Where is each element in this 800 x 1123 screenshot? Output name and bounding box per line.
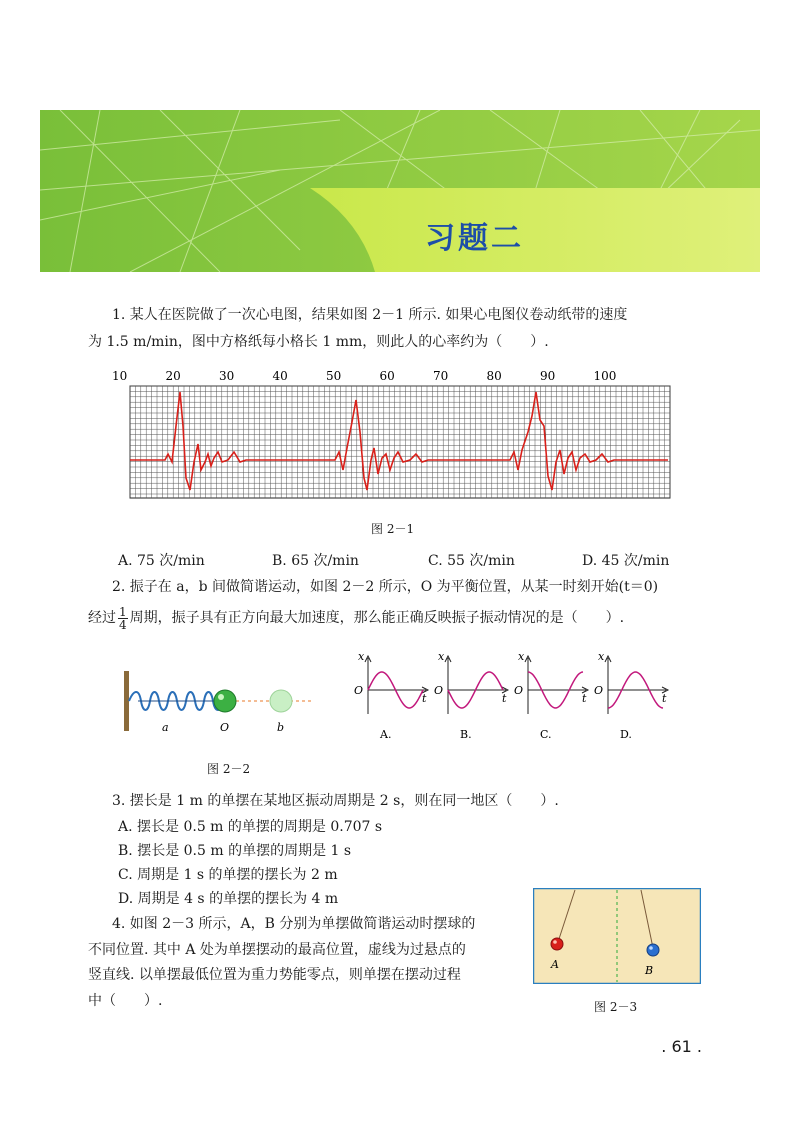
q3-option-c: C. 周期是 1 s 的单摆的摆长为 2 m	[118, 867, 338, 883]
spring-oscillator-figure	[118, 665, 333, 745]
ecg-scale-label: 10	[112, 369, 128, 383]
q4-line-2: 不同位置. 其中 A 处为单摆摆动的最高位置，虚线为过悬点的	[88, 942, 466, 958]
xt-graph-a	[350, 650, 430, 750]
q4-line-4: 中（ ）.	[88, 993, 163, 1009]
q1-option-a: A. 75 次/min	[118, 553, 205, 569]
q2-line-2: 经过 $\frac{1}{4}$ 周期，振子具有正方向最大加速度，那么能正确反映振子振动情况的是（ ）.	[88, 604, 625, 632]
graph-option-label: A.	[380, 728, 392, 741]
axis-t-label: t	[502, 692, 507, 705]
ecg-scale-label: 70	[433, 369, 449, 383]
label-A: A	[551, 958, 559, 971]
ecg-scale-label: 60	[379, 369, 395, 383]
graph-option-label: C.	[540, 728, 552, 741]
origin-label: O	[434, 684, 444, 697]
label-b: b	[277, 721, 285, 734]
q1-option-b: B. 65 次/min	[272, 553, 359, 569]
ecg-scale-label: 40	[272, 369, 288, 383]
xt-graph-c	[510, 650, 590, 750]
chapter-title: 习题二	[425, 221, 524, 256]
ecg-scale-label: 50	[326, 369, 342, 383]
ecg-scale-label: 20	[165, 369, 181, 383]
q3-option-a: A. 摆长是 0.5 m 的单摆的周期是 0.707 s	[118, 819, 383, 835]
origin-label: O	[354, 684, 364, 697]
ecg-scale-label: 100	[593, 369, 617, 383]
ecg-scale-label: 30	[219, 369, 235, 383]
ecg-figure	[110, 366, 680, 506]
axis-x-label: x	[598, 650, 605, 663]
axis-x-label: x	[358, 650, 365, 663]
q4-line-3: 竖直线. 以单摆最低位置为重力势能零点，则单摆在摆动过程	[88, 967, 461, 983]
label-O: O	[220, 721, 230, 734]
pendulum-figure	[533, 888, 701, 984]
graph-option-label: D.	[620, 728, 632, 741]
label-B: B	[645, 964, 654, 977]
q4-line-1: 4. 如图 2－3 所示，A，B 分别为单摆做简谐运动时摆球的	[112, 916, 476, 932]
fig-2-2-caption: 图 2－2	[207, 762, 251, 776]
ecg-scale-label: 90	[540, 369, 556, 383]
ecg-scale-labels	[112, 369, 616, 383]
axis-x-label: x	[518, 650, 525, 663]
axis-x-label: x	[438, 650, 445, 663]
xt-graph-b	[430, 650, 510, 750]
fig-2-3-caption: 图 2－3	[594, 1000, 638, 1014]
q2-line-1: 2. 振子在 a，b 间做简谐运动，如图 2－2 所示，O 为平衡位置，从某一时刻开始(t＝0)	[112, 579, 659, 595]
q3-option-d: D. 周期是 4 s 的单摆的摆长为 4 m	[118, 891, 339, 907]
ecg-scale-label: 80	[486, 369, 502, 383]
q1-option-c: C. 55 次/min	[428, 553, 515, 569]
origin-label: O	[594, 684, 604, 697]
origin-label: O	[514, 684, 524, 697]
graph-option-label: B.	[460, 728, 472, 741]
label-a: a	[162, 721, 169, 734]
q3-option-b: B. 摆长是 0.5 m 的单摆的周期是 1 s	[118, 843, 352, 859]
xt-graphs	[350, 650, 670, 750]
axis-t-label: t	[422, 692, 427, 705]
q1-option-d: D. 45 次/min	[582, 553, 670, 569]
ecg-grid	[130, 386, 670, 498]
q1-line-2: 为 1.5 m/min，图中方格纸每小格长 1 mm，则此人的心率约为（ ）.	[88, 334, 549, 350]
page-number: . 61 .	[661, 1037, 702, 1056]
axis-t-label: t	[662, 692, 667, 705]
chapter-banner	[40, 110, 760, 272]
q3-line-1: 3. 摆长是 1 m 的单摆在某地区振动周期是 2 s，则在同一地区（ ）.	[112, 793, 559, 809]
fig-2-1-caption: 图 2－1	[371, 522, 415, 536]
q1-line-1: 1. 某人在医院做了一次心电图，结果如图 2－1 所示. 如果心电图仪卷动纸带的速度	[112, 307, 628, 323]
axis-t-label: t	[582, 692, 587, 705]
xt-graph-d	[590, 650, 670, 750]
quarter-fraction: $\frac{1}{4}$	[119, 604, 127, 632]
